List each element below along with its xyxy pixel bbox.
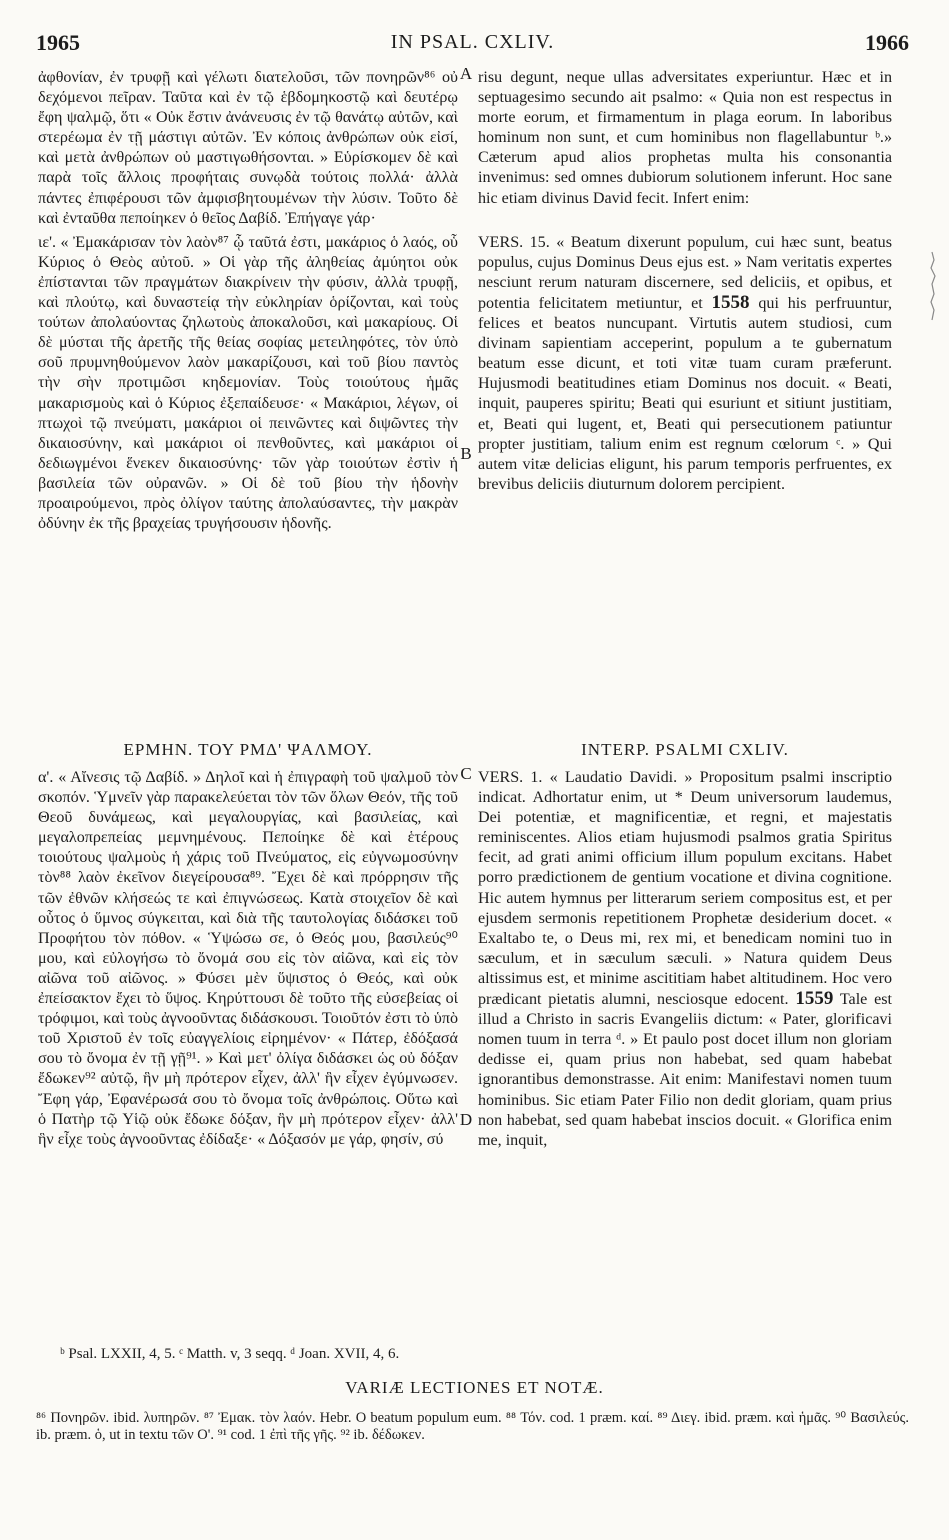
margin-letter-a: A — [459, 64, 473, 83]
column-number-1558: 1558 — [711, 291, 750, 313]
margin-letter-d: D — [459, 1110, 473, 1129]
latin-psalm-text-a: VERS. 1. « Laudatio Davidi. » Propositum psalmi inscriptio indicat. Adhortatur enim, ut * Deum universorum laudemus, Dei potentiæ, et magnificentiæ, et regni, et majestatis reminiscentes. Alios etiam hujusmodi psalmos gratia Spiritus fecit, ad grati animi officium illum populum excitans. Habet porro prædictionem de gentium vocatione et divina cognitione. Hic autem hymnus per litterarum seriem compositus est, et per ejusdem sermonis repetitionem Prophetæ desiderium docet. « Exaltabo te, o Deus mi, rex mi, et benedicam nomini tuo in sæculum, et in sæculum sæculi. » Natura quidem Deus altissimus est, et minime ascititiam habet altitudinem. Hoc vero prædicant pietatis alumni, nesciosque edocent. — [478, 769, 892, 1009]
greek-section-title: ΕΡΜΗΝ. ΤΟΥ ΡΜΔ' ΨΑΛΜΟΥ. — [123, 740, 373, 759]
latin-paragraph-intro: risu degunt, neque ullas adversitates experiuntur. Hæc et in septuagesimo secundo ait psalmo: « Quia non est respectus in morte eorum, et firmamentum in plaga eorum. In laboribus hominum non sunt, et cum hominibus non flagellabuntur ᵇ.» Cæterum apud alios prophetas multa his consonantia invenimus: sed omnes dubiorum solutionem inferunt. Hoc sane hic etiam divinus David fecit. Infert enim: — [478, 69, 892, 207]
latin-paragraph-psalm-144 — [478, 768, 892, 1151]
greek-paragraph-verse-15: ιε'. « Ἐμακάρισαν τὸν λαὸν⁸⁷ ᾧ ταῦτά ἐστι, μακάριος ὁ λαός, οὗ Κύριος ὁ Θεὸς αὐτοῦ. » Οἱ γὰρ τῆς ἀληθείας ἀμύητοι οὐκ ἐπίστανται τῶν πραγμάτων διακρίνειν τὴν φύσιν, ἀλλὰ τρυφῇ, καὶ πλούτῳ, καὶ δυναστείᾳ τὴν εὐκληρίαν ὁρίζονται, καὶ τοὺς τούτων ἀπολαύοντας ζηλωτοὺς ἀποκαλοῦσι, καὶ μακαρίους. Οἱ δὲ μύσται τῆς ἀρετῆς τῆς θείας σοφίας μετειληφότες, τὸν ὑπὸ σοῦ πρυμνηθούμενον λαὸν μακαρίζουσι, καὶ τοῦ βίου παντὸς τὴν σὴν προτιμῶσι κηδεμονίαν. Τοὺς τοιούτους ἡμᾶς μακαρισμοὺς καὶ ὁ Κύριος ἐξεπαίδευσε· « Μακάριοι, λέγων, οἱ πτωχοὶ τῷ πνεύματι, μακάριοι οἱ πεινῶντες καὶ διψῶντες τὴν δικαιοσύνην, καὶ μακάριοι οἱ πενθοῦντες, καὶ μακάριοι οἱ δεδιωγμένοι ἕνεκεν δικαιοσύνης· τῶν γὰρ τοιούτων ἐστὶν ἡ βασιλεία τῶν οὐρανῶν. » Οἱ δὲ τοῦ βίου τὴν ἡδονὴν προαιρούμενοι, πρὸς ὀλίγον ταύτης ἀπολαύσαντες, τὴν μακρὰν ὀδύνην ἐκ τῆς βραχείας τρυγήσουσιν ἡδονῆς. — [38, 233, 458, 533]
latin-psalm-text-b: Tale est illud a Christo in sacris Evangeliis dictum: « Pater, glorificavi nomen tuum in terra ᵈ. » Et paulo post docet illum non gloriam dedisse ei, quam prius non habebat, sed quam habebat ignorantibus demonstrasse. Ait enim: Manifestavi nomen tuum hominibus. Sic etiam Pater Filio non dedit gloriam, quam prius non habebat, sed quam habebat inscios docuit. « Glorifica enim me, inquit, — [478, 991, 892, 1149]
greek-paragraph-intro: ἀφθονίαν, ἐν τρυφῇ καὶ γέλωτι διατελοῦσι, τῶν πονηρῶν⁸⁶ οὐ δεχόμενοι πεῖραν. Ταῦτα καὶ ἐν τῷ ἑβδομηκοστῷ καὶ δευτέρῳ ἔφη ψαλμῷ, ὅτι « Οὐκ ἔστιν ἀνάνευσις ἐν τῷ θανάτῳ αὐτῶν, καὶ στερέωμα ἐν τῇ μάστιγι αὐτῶν. Ἐν κόποις ἀνθρώπων οὐκ εἰσί, καὶ μετὰ ἀνθρώπων οὐ μαστιγωθήσονται. » Εὑρίσκομεν δὲ καὶ παρὰ τοῖς ἄλλοις προφήταις συνῳδὰ τούτοις πολλά· ἀλλὰ πάντες ἐπιφέρουσι τῶν ἀμφισβητουμένων τὴν λύσιν. Τοῦτο δὲ καὶ ἐνταῦθα πεποίηκεν ὁ θεῖος Δαβίδ. Ἐπήγαγε γάρ· — [38, 69, 458, 227]
variae-lectiones-title: VARIÆ LECTIONES ET NOTÆ. — [345, 1378, 604, 1397]
greek-paragraph-psalm-144: α'. « Αἴνεσις τῷ Δαβίδ. » Δηλοῖ καὶ ἡ ἐπιγραφὴ τοῦ ψαλμοῦ τὸν σκοπόν. Ὑμνεῖν γὰρ παρακελεύεται τὸν τῶν ὅλων Θεόν, τῆς τοῦ Θεοῦ δυνάμεως, καὶ μεγαλουργίας, καὶ βασιλείας, καὶ μεγαλοπρεπείας μεμνημένους. Πεποίηκε δὲ καὶ ἑτέρους τοιούτους ψαλμοὺς ἡ χάρις τοῦ Πνεύματος, εἰς εὐγνωμοσύνην τὸν⁸⁸ λαὸν ἐκεῖνον διεγείρουσα⁸⁹. Ἔχει δὲ καὶ πρόρρησιν τῆς τῶν ἐθνῶν κλήσεώς τε καὶ ἐπιγνώσεως. Κατὰ στοιχεῖον δὲ καὶ οὗτος ὁ ὕμνος σύγκειται, καὶ διὰ τῆς ταυτολογίας διδάσκει τοῦ Προφήτου τὸν πόθον. « Ὑψώσω σε, ὁ Θεός μου, βασιλεύς⁹⁰ μου, καὶ εὐλογήσω τὸ ὄνομά σου εἰς τὸν αἰῶνα, καὶ εἰς τὸν αἰῶνα τοῦ αἰῶνος. » Φύσει μὲν ὕψιστος ὁ Θεός, καὶ οὐκ ἐπείσακτον ἔχει τὸ ὕψος. Κηρύττουσι δὲ τοῦτο τῆς εὐσεβείας οἱ τρόφιμοι, καὶ τοὺς ἀγνοοῦντας διδάσκουσι. Τοιοῦτόν ἐστι τὸ ὑπὸ τοῦ Χριστοῦ ἐν τοῖς εὐαγγελίοις εἰρημένον· « Πάτερ, ἐδόξασά σου τὸ ὄνομα ἐν τῇ γῇ⁹¹. » Καὶ μετ' ὀλίγα διδάσκει ὡς οὐ δόξαν ἔδωκεν⁹² αὐτῷ, ἣν μὴ πρότερον εἶχεν, ἀλλ' ἣν εἶχεν ἐγύμνωσεν. Ἔφη γάρ, Ἐφανέρωσά σου τὸ ὄνομα τοῖς ἀνθρώποις. Οὕτω καὶ ὁ Πατὴρ τῷ Υἱῷ οὐκ ἔδωκε δόξαν, ἣν μὴ πρότερον εἶχεν· ἀλλ' ἣν εἶχε τοὺς ἀγνοοῦντας ἐδίδαξε· « Δόξασόν με γάρ, φησίν, σύ — [38, 769, 458, 1148]
scripture-footnotes: ᵇ Psal. LXXII, 4, 5. ᶜ Matth. v, 3 seqq. ᵈ Joan. XVII, 4, 6. — [60, 1346, 400, 1362]
margin-letter-b: B — [460, 444, 472, 463]
margin-letter-c: C — [460, 764, 472, 783]
greek-column-top — [38, 68, 458, 534]
latin-column-bottom — [478, 768, 892, 1151]
latin-verse-15-text-a: VERS. 15. « Beatum dixerunt populum, cui hæc sunt, beatus populus, cujus Dominus Deus ejus est. » Nam veritatis expertes nesciunt rerum naturam discernere, sed deliciis, et opibus, et potentia felicitatem metiuntur, et — [478, 233, 892, 312]
latin-section-title: INTERP. PSALMI CXLIV. — [581, 740, 789, 759]
right-page-number: 1966 — [865, 30, 909, 55]
latin-column-top — [478, 68, 892, 495]
latin-paragraph-verse-15 — [478, 233, 892, 495]
greek-column-bottom — [38, 768, 458, 1150]
latin-verse-15-text-b: qui his perfruuntur, felices et beatos nuncupant. Virtutis autem studiosi, cum divinam sapientiam acceperint, populum a te gubernatum beatum esse dicunt, et toti vitæ tuam curam præferunt. Hujusmodi beatitudines etiam Dominus nos docuit. « Beati, inquit, pauperes spiritu; Beati qui esuriunt et sitiunt justitiam, et, Beati qui lugent, et, Beati qui persecutionem patiuntur propter justitiam, talium enim est regnum cœlorum ᶜ. » Qui autem vitæ delicias eligunt, his parum temporis perfruentes, ex brevibus deliciis diuturnum dolorem percipient. — [478, 294, 892, 493]
variae-lectiones-notes: ⁸⁶ Πονηρῶν. ibid. λυπηρῶν. ⁸⁷ Ἐμακ. τὸν λαόν. Hebr. O beatum populum eum. ⁸⁸ Τόν. cod. 1 præm. καί. ⁸⁹ Διεγ. ibid. præm. καὶ ἡμᾶς. ⁹⁰ Βασιλεύς. ib. præm. ὁ, ut in textu τῶν Ο'. ⁹¹ cod. 1 ἐπὶ τῆς γῆς. ⁹² ib. δέδωκεν. — [36, 1410, 909, 1443]
page-header — [36, 30, 909, 62]
margin-ink-blot — [928, 250, 938, 330]
running-title: IN PSAL. CXLIV. — [390, 31, 555, 53]
left-page-number: 1965 — [36, 30, 80, 55]
column-number-1559: 1559 — [795, 988, 834, 1010]
